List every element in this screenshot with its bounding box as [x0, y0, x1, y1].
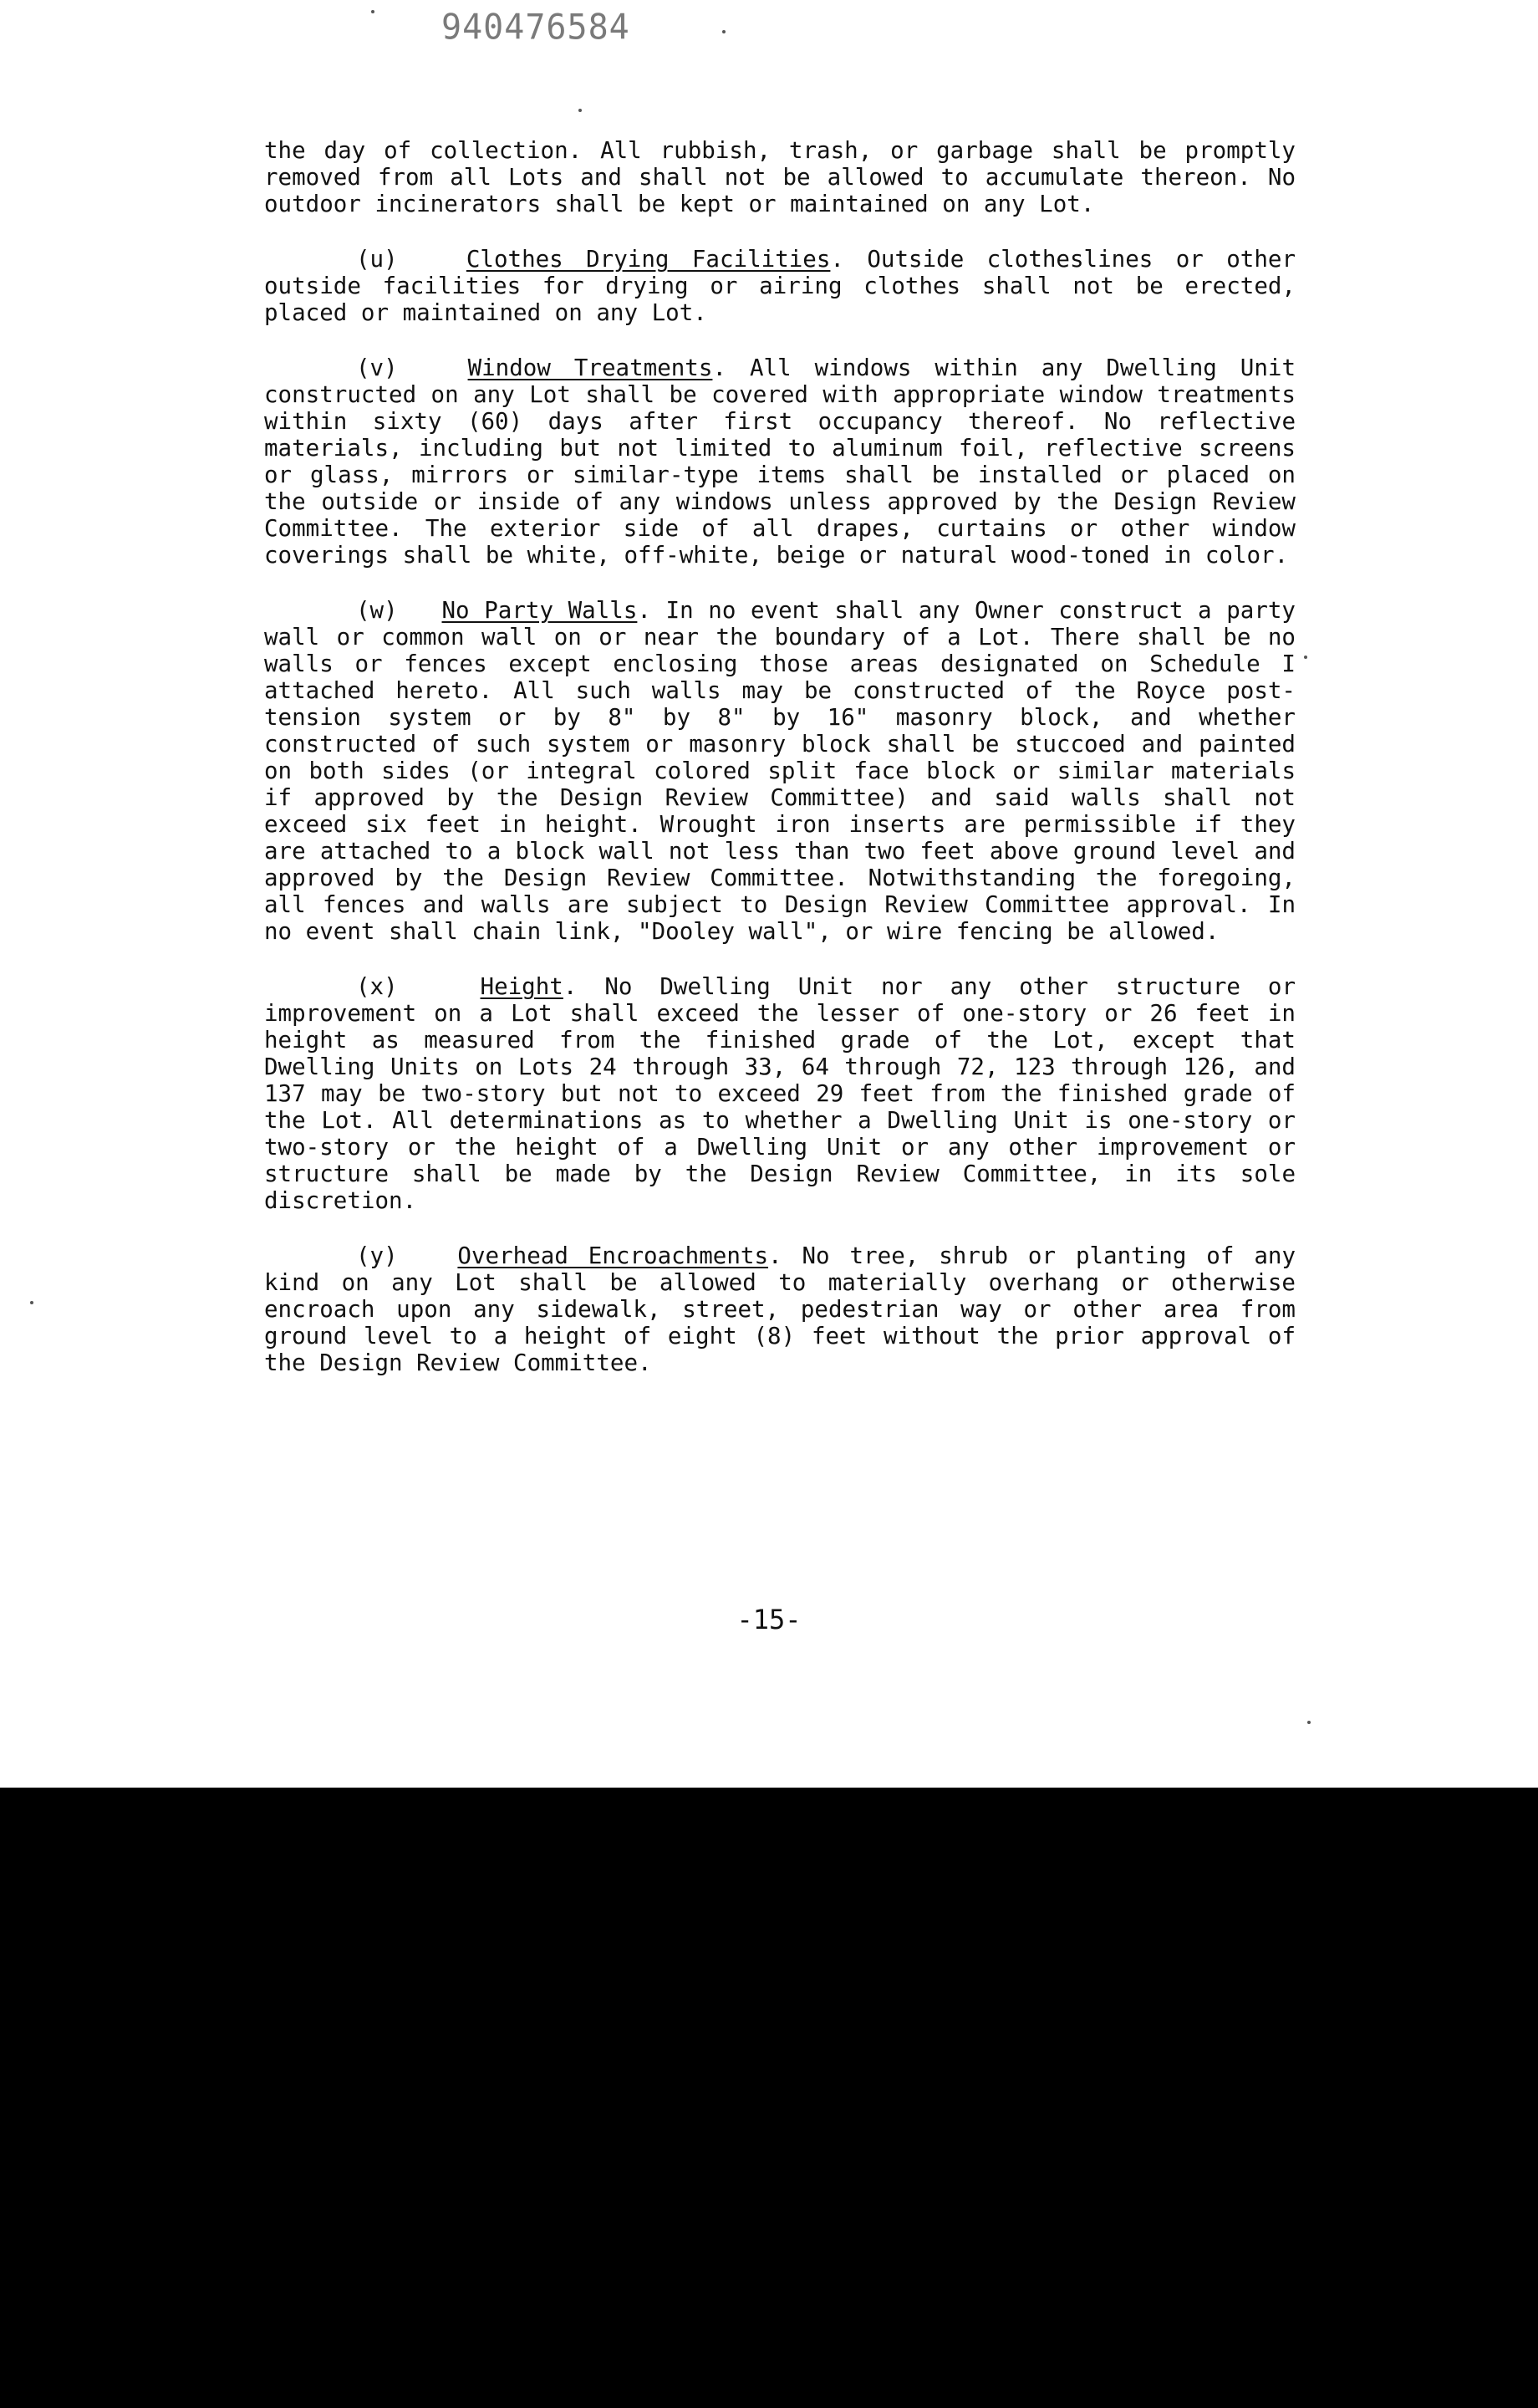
section-label: (x) [356, 973, 398, 1000]
section-text: . Outside clotheslines or other outside facilities for drying or airing clothes shall not be erected, placed or maintained on any Lot. [264, 246, 1296, 326]
section-label: (u) [356, 246, 398, 273]
document-body [264, 137, 1296, 1405]
section-label: (v) [356, 355, 398, 381]
section-text: . All windows within any Dwelling Unit constructed on any Lot shall be covered with appropriate window treatments within sixty (60) days after first occupancy thereof. No reflective materials, including but not limited to aluminum foil, reflective screens or glass, mirrors or similar-type items shall be installed or placed on the outside or inside of any windows unless approved by the Design Review Committee. The exterior side of all drapes, curtains or other window coverings shall be white, off-white, beige or natural wood-toned in color. [264, 355, 1296, 569]
section-heading: Height [480, 973, 563, 1000]
section-heading: Overhead Encroachments [457, 1242, 769, 1269]
page-number: -15- [736, 1604, 802, 1635]
intro-paragraph: the day of collection. All rubbish, trash, or garbage shall be promptly removed from all Lots and shall not be allowed to accumulate thereon. No outdoor incinerators shall be kept or maintained on any Lot. [264, 137, 1296, 217]
section-label: (w) [356, 597, 398, 624]
scan-speck [371, 10, 374, 13]
section-text: . No Dwelling Unit nor any other structure or improvement on a Lot shall exceed the lesser of one-story or 26 feet in height as measured from the finished grade of the Lot, except that Dwelling Units on Lots 24 through 33, 64 through 72, 123 through 126, and 137 may be two-story but not to exceed 29 feet from the finished grade of the Lot. All determinations as to whether a Dwelling Unit is one-story or two-story or the height of a Dwelling Unit or any other improvement or structure shall be made by the Design Review Committee, in its sole discretion. [264, 973, 1296, 1214]
scan-speck [722, 30, 726, 33]
section-w [264, 597, 1296, 945]
scan-black-margin [0, 1788, 1538, 2408]
section-v [264, 355, 1296, 569]
section-u [264, 246, 1296, 326]
scan-speck [30, 1301, 33, 1304]
section-heading: No Party Walls [441, 597, 638, 624]
scan-speck [1307, 1721, 1311, 1724]
document-stamp: 940476584 [441, 7, 630, 48]
section-text: . No tree, shrub or planting of any kind on any Lot shall be allowed to materially overhang or otherwise encroach upon any sidewalk, street, pedestrian way or other area from ground level to a height of eight (8) feet without the prior approval of the Design Review Committee. [264, 1242, 1296, 1376]
section-heading: Clothes Drying Facilities [466, 246, 831, 273]
scan-speck [578, 109, 582, 112]
section-heading: Window Treatments [467, 355, 713, 381]
section-text: . In no event shall any Owner construct a party wall or common wall on or near the boundary of a Lot. There shall be no walls or fences except enclosing those areas designated on Schedule I attached hereto. All such walls may be constructed of the Royce post-tension system or by 8" by 8" by 16" masonry block, and whether constructed of such system or masonry block shall be stuccoed and painted on both sides (or integral colored split face block or similar materials if approved by the Design Review Committee) and said walls shall not exceed six feet in height. Wrought iron inserts are permissible if they are attached to a block wall not less than two feet above ground level and approved by the Design Review Committee. Notwithstanding the foregoing, all fences and walls are subject to Design Review Committee approval. In no event shall chain link, "Dooley wall", or wire fencing be allowed. [264, 597, 1296, 945]
section-label: (y) [356, 1242, 398, 1269]
section-y [264, 1242, 1296, 1376]
section-x [264, 973, 1296, 1214]
scan-speck [1304, 656, 1307, 659]
